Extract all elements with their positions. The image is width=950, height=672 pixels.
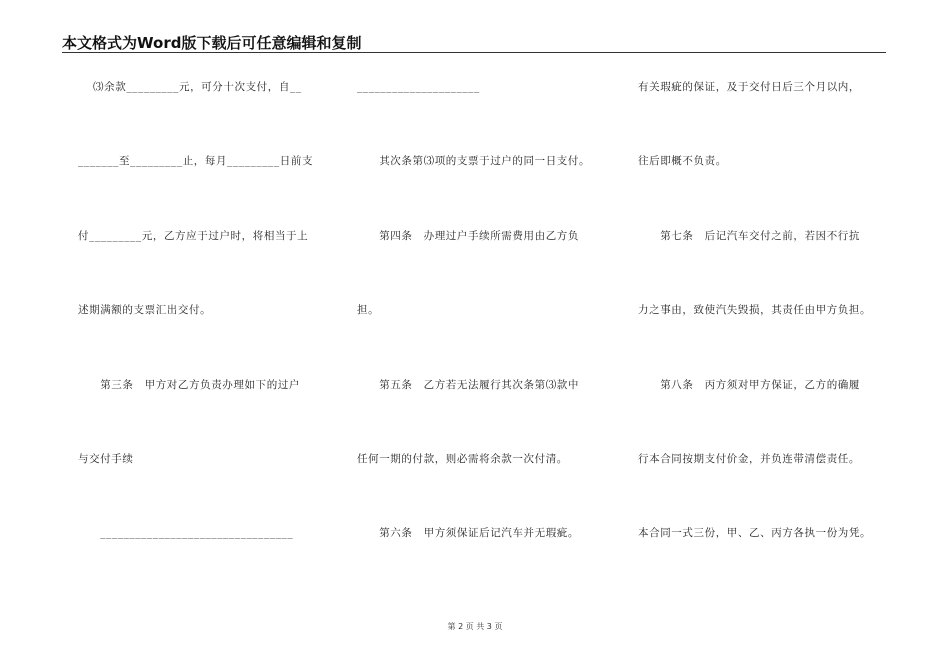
text-line: 第五条 乙方若无法履行其次条第⑶款中 [357,379,579,391]
text-line: 述期满额的支票汇出交付。 [78,304,212,316]
text-line: 与交付手续 [78,453,134,465]
text-line: 担。 [357,304,380,316]
text-line: 第七条 后记汽车交付之前，若因不行抗 [638,230,860,242]
page-number: 第 2 页 共 3 页 [447,622,503,631]
text-line: 有关瑕疵的保证，及于交付日后三个月以内， [638,81,860,93]
text-line: ⑶余款_________元，可分十次支付，自__ [78,81,302,93]
text-line: _______至_________止，每月_________日前支 [78,155,314,167]
text-line: 其次条第⑶项的支票于过户的同一日支付。 [357,155,591,167]
text-line: 行本合同按期支付价金，并负连带清偿责任。 [638,453,860,465]
text-line: 任何一期的付款，则必需将余款一次付清。 [357,453,568,465]
text-line: 本合同一式三份，甲、乙、丙方各执一份为凭。 [638,527,872,539]
document-header-title: 本文格式为Word版下载后可任意编辑和复制 [62,34,362,52]
text-line: 往后即概不负责。 [638,155,727,167]
text-line: 力之事由，致使汽失毁损，其责任由甲方负担。 [638,304,872,316]
header-divider [62,52,886,53]
text-line: 第三条 甲方对乙方负责办理如下的过户 [78,379,300,391]
text-line: _________________________________ [78,527,294,539]
text-line: _____________________ [357,81,480,93]
text-line: 付_________元，乙方应于过户时，将相当于上 [78,230,309,242]
text-line: 第四条 办理过户手续所需费用由乙方负 [357,230,579,242]
text-line: 第八条 丙方须对甲方保证，乙方的确履 [638,379,860,391]
text-line: 第六条 甲方须保证后记汽车并无瑕疵。 [357,527,579,539]
